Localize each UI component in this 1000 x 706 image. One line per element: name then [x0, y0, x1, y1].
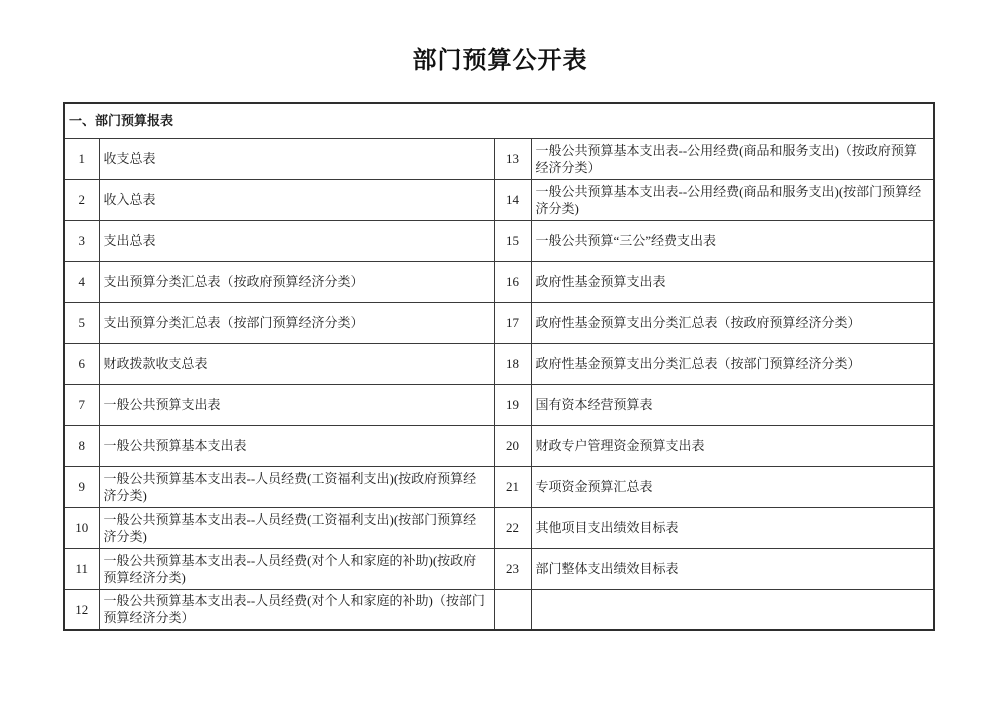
table-row — [64, 138, 934, 179]
report-name-cell-left: 支出总表 — [99, 220, 494, 261]
row-number-cell-left: 2 — [64, 179, 99, 220]
table-row — [64, 384, 934, 425]
row-number-cell-right: 23 — [494, 548, 531, 589]
report-name-cell-left: 一般公共预算基本支出表--人员经费(工资福利支出)(按部门预算经济分类) — [99, 507, 494, 548]
report-name-cell-right: 一般公共预算“三公”经费支出表 — [531, 220, 934, 261]
row-number-cell-left: 10 — [64, 507, 99, 548]
report-name-cell-right: 财政专户管理资金预算支出表 — [531, 425, 934, 466]
table-row — [64, 220, 934, 261]
row-number-cell-right: 18 — [494, 343, 531, 384]
row-number-cell-left: 12 — [64, 589, 99, 630]
report-name-cell-left: 一般公共预算基本支出表 — [99, 425, 494, 466]
table-row — [64, 343, 934, 384]
row-number-cell-right: 22 — [494, 507, 531, 548]
row-number-cell-left: 9 — [64, 466, 99, 507]
row-number-cell-left: 3 — [64, 220, 99, 261]
table-row — [64, 589, 934, 630]
budget-table-body — [64, 103, 934, 630]
report-name-cell-left: 一般公共预算基本支出表--人员经费(工资福利支出)(按政府预算经济分类) — [99, 466, 494, 507]
report-name-cell-right: 其他项目支出绩效目标表 — [531, 507, 934, 548]
table-row — [64, 261, 934, 302]
row-number-cell-left: 8 — [64, 425, 99, 466]
table-row — [64, 507, 934, 548]
row-number-cell-right: 16 — [494, 261, 531, 302]
row-number-cell-left: 6 — [64, 343, 99, 384]
row-number-cell-left: 7 — [64, 384, 99, 425]
table-row — [64, 302, 934, 343]
report-name-cell-right: 政府性基金预算支出分类汇总表（按部门预算经济分类） — [531, 343, 934, 384]
row-number-cell-left: 11 — [64, 548, 99, 589]
report-name-cell-right — [531, 589, 934, 630]
row-number-cell-left: 1 — [64, 138, 99, 179]
report-name-cell-left: 一般公共预算基本支出表--人员经费(对个人和家庭的补助)(按政府预算经济分类) — [99, 548, 494, 589]
report-name-cell-left: 收支总表 — [99, 138, 494, 179]
table-row — [64, 425, 934, 466]
row-number-cell-right: 19 — [494, 384, 531, 425]
budget-report-table — [63, 102, 935, 631]
row-number-cell-left: 5 — [64, 302, 99, 343]
section-header-cell: 一、部门预算报表 — [64, 103, 934, 138]
row-number-cell-left: 4 — [64, 261, 99, 302]
row-number-cell-right: 20 — [494, 425, 531, 466]
report-name-cell-left: 一般公共预算基本支出表--人员经费(对个人和家庭的补助)（按部门预算经济分类） — [99, 589, 494, 630]
report-name-cell-right: 国有资本经营预算表 — [531, 384, 934, 425]
report-name-cell-left: 财政拨款收支总表 — [99, 343, 494, 384]
report-name-cell-left: 一般公共预算支出表 — [99, 384, 494, 425]
table-row — [64, 466, 934, 507]
table-row — [64, 179, 934, 220]
row-number-cell-right: 21 — [494, 466, 531, 507]
page-title: 部门预算公开表 — [412, 48, 588, 74]
report-name-cell-left: 支出预算分类汇总表（按政府预算经济分类） — [99, 261, 494, 302]
report-name-cell-left: 收入总表 — [99, 179, 494, 220]
row-number-cell-right: 17 — [494, 302, 531, 343]
report-name-cell-right: 一般公共预算基本支出表--公用经费(商品和服务支出)(按部门预算经济分类) — [531, 179, 934, 220]
row-number-cell-right: 14 — [494, 179, 531, 220]
report-name-cell-right: 政府性基金预算支出表 — [531, 261, 934, 302]
report-name-cell-left: 支出预算分类汇总表（按部门预算经济分类） — [99, 302, 494, 343]
row-number-cell-right: 13 — [494, 138, 531, 179]
report-name-cell-right: 政府性基金预算支出分类汇总表（按政府预算经济分类） — [531, 302, 934, 343]
report-name-cell-right: 部门整体支出绩效目标表 — [531, 548, 934, 589]
report-name-cell-right: 专项资金预算汇总表 — [531, 466, 934, 507]
section-header-row — [64, 103, 934, 138]
row-number-cell-right: 15 — [494, 220, 531, 261]
row-number-cell-right — [494, 589, 531, 630]
report-name-cell-right: 一般公共预算基本支出表--公用经费(商品和服务支出)（按政府预算经济分类） — [531, 138, 934, 179]
table-row — [64, 548, 934, 589]
